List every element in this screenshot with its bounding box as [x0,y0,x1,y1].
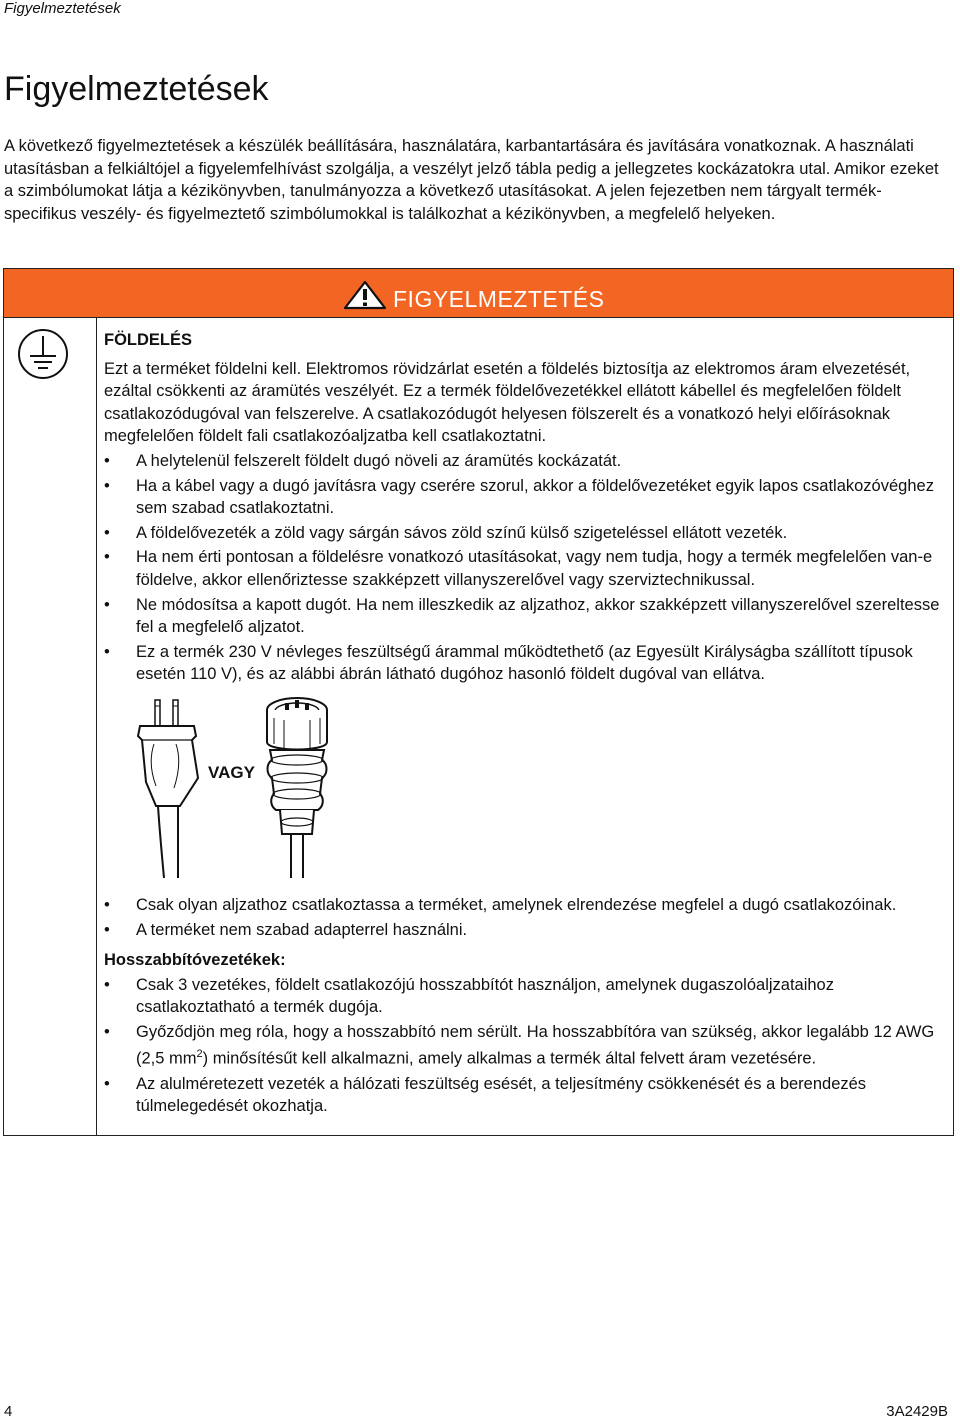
list-item-text: ) minősítésűt kell alkalmazni, amely alkalmas a termék által felvett áram vezetésére. [202,1049,817,1068]
page-number: 4 [4,1403,13,1420]
ground-icon [17,328,69,380]
plug-figure [104,696,949,880]
industrial-plug-icon [262,694,332,880]
extension-bullet-list [104,974,949,1118]
list-item [104,1021,949,1071]
page-title: Figyelmeztetések [4,70,269,108]
schuko-plug-icon [134,696,214,880]
list-item: • Ez a termék 230 V névleges feszültségű árammal működtethető (az Egyesült Királyságba szállított típusok esetén 110 V), és az alábbi ábrán látható dugóhoz hasonló földelt dugóval van ellátva. [104,641,949,686]
grounding-paragraph: Ezt a terméket földelni kell. Elektromos rövidzárlat esetén a földelés biztosítja az elektromos áram elvezetését, ezáltal csökkenti az áramütés veszélyét. Ez a termék földelővezetékkel ellátott kábellel és megfelelően földelt csatlakozódugóval van felszerelve. A csatlakozódugót helyesen fölszerelt és a vonatkozó helyi előírásoknak megfelelően földelt fali csatlakozóaljzatba kell csatlakoztatni. [104,359,911,446]
running-header: Figyelmeztetések [4,0,121,17]
section-title: FÖLDELÉS [104,331,193,349]
list-item: • A terméket nem szabad adapterrel használni. [104,919,949,942]
socket-bullet-list [104,894,949,941]
superscript: 2 [196,1048,203,1061]
list-item: • Csak olyan aljzathoz csatlakoztassa a terméket, amelynek elrendezése megfelel a dugó csatlakozóinak. [104,894,949,917]
list-item: • Az alulméretezett vezeték a hálózati feszültség esését, a teljesítmény csökkenését és a berendezés túlmelegedését okozhatja. [104,1073,949,1118]
intro-paragraph: A következő figyelmeztetések a készülék beállítására, használatára, karbantartására és javítására vonatkoznak. A használati utasításban a felkiáltójel a figyelemfelhívást szolgálja, a veszélyt jelző tábla pedig a jellegzetes kockázatokra utal. Amikor ezeket a szimbólumokat látja a kézikönyvben, tanulmányozza a következő utasításokat. A jelen fejezetben nem tárgyalt termék-specifikus veszély- és figyelmeztető szimbólumokkal is találkozhat a kézikönyvben, a megfelelő helyeken. [4,137,939,223]
list-item: • Ne módosítsa a kapott dugót. Ha nem illeszkedik az aljzathoz, akkor szakképzett villanyszerelővel szereltesse fel a megfelelő aljzatot. [104,594,949,639]
list-item-text: Győződjön meg róla, hogy a hosszabbító nem sérült. Ha hosszabbítóra van szükség, akkor legalább 12 AWG (2,5 mm [136,1022,935,1068]
list-item: • Ha nem érti pontosan a földelésre vonatkozó utasításokat, vagy nem tudja, hogy a termék megfelelően van-e földelve, akkor ellenőriztesse szakképzett villanyszerelővel vagy szerviztechnikussal. [104,546,949,591]
grounding-bullet-list [104,450,949,686]
or-label: VAGY [208,762,255,782]
warning-box [3,268,954,1136]
hazard-icon-column [4,317,97,1135]
list-item: • Ha a kábel vagy a dugó javításra vagy cserére szorul, akkor a földelővezetéket egyik lapos csatlakozóvéghez sem szabad csatlakoztatni. [104,475,949,520]
list-item: • A földelővezeték a zöld vagy sárgán sávos zöld színű külső szigeteléssel ellátott vezeték. [104,522,949,545]
extension-title: Hosszabbítóvezetékek: [104,951,286,970]
warning-banner [4,269,953,318]
warning-content [104,329,949,1118]
warning-triangle-icon [343,280,387,310]
list-item: • A helytelenül felszerelt földelt dugó növeli az áramütés kockázatát. [104,450,949,473]
warning-title: FIGYELMEZTETÉS [393,286,605,312]
document-id: 3A2429B [886,1403,948,1420]
list-item: • Csak 3 vezetékes, földelt csatlakozójú hosszabbítót használjon, amelynek dugaszolóaljzataihoz csatlakoztatható a termék dugója. [104,974,949,1019]
